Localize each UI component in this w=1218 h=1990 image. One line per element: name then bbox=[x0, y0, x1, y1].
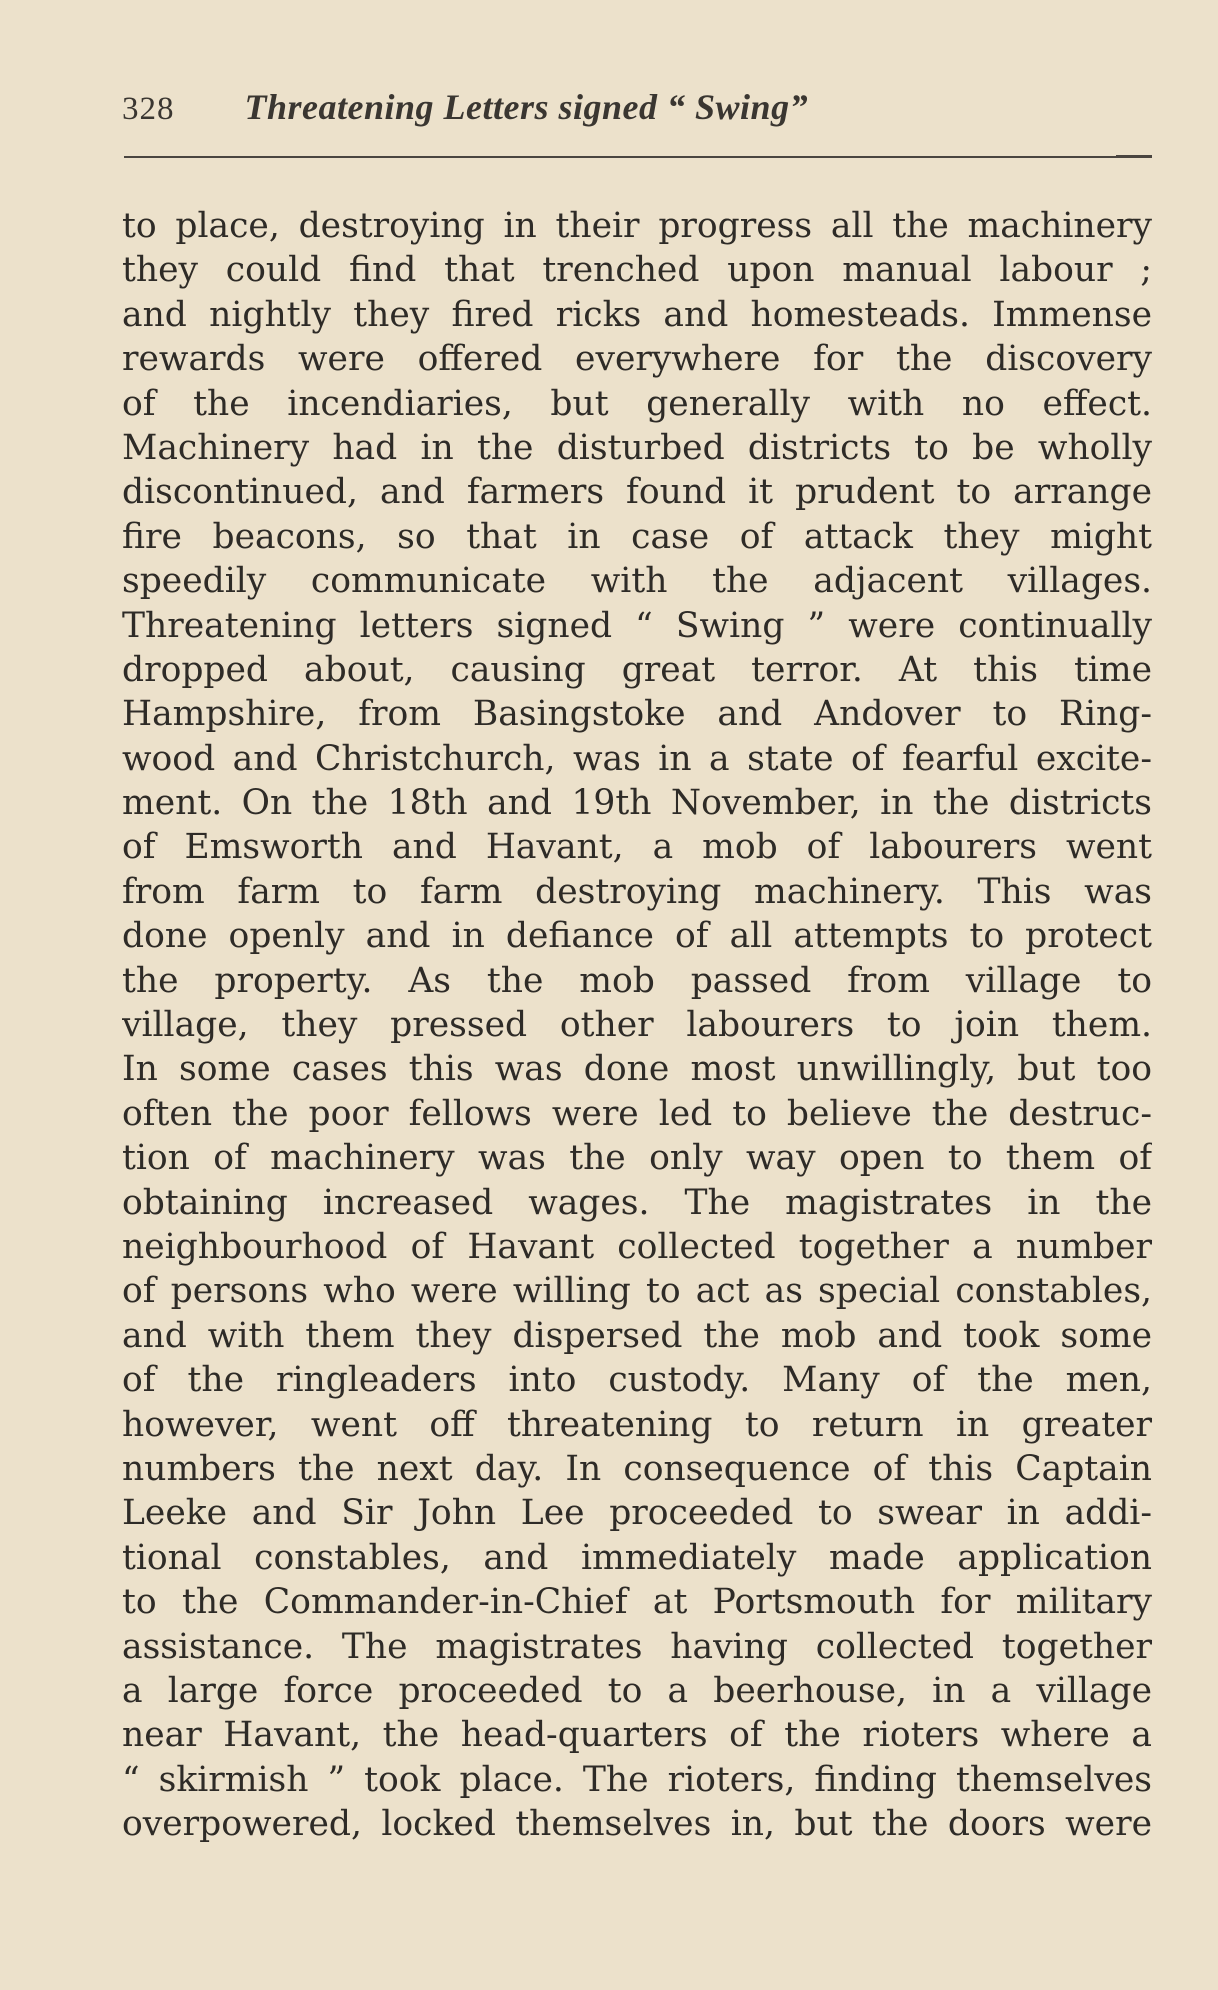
text-line: Hampshire, from Basingstoke and Andover to Ring- bbox=[122, 694, 1152, 735]
text-line: tion of machinery was the only way open to them of bbox=[122, 1138, 1152, 1179]
text-line: a large force proceeded to a beerhouse, in a village bbox=[122, 1670, 1152, 1711]
text-line: neighbourhood of Havant collected together a number bbox=[122, 1226, 1152, 1267]
running-head bbox=[122, 86, 1152, 142]
text-line: and nightly they fired ricks and homesteads. Immense bbox=[122, 294, 1152, 335]
body-text bbox=[122, 204, 1152, 1846]
text-line: from farm to farm destroying machinery. This was bbox=[122, 871, 1152, 912]
text-line: often the poor fellows were led to believe the destruc- bbox=[122, 1093, 1152, 1134]
text-line: “ skirmish ” took place. The rioters, finding themselves bbox=[122, 1759, 1152, 1800]
text-line: however, went off threatening to return in greater bbox=[122, 1404, 1152, 1445]
header-rule bbox=[124, 156, 1152, 158]
text-line: speedily communicate with the adjacent villages. bbox=[122, 561, 1152, 602]
text-line: to the Commander-in-Chief at Portsmouth for military bbox=[122, 1582, 1152, 1623]
text-line: to place, destroying in their progress all the machinery bbox=[122, 206, 1152, 246]
text-line: numbers the next day. In consequence of this Captain bbox=[122, 1448, 1152, 1489]
text-line: of Emsworth and Havant, a mob of labourers went bbox=[122, 827, 1152, 868]
text-line: Machinery had in the disturbed districts to be wholly bbox=[122, 427, 1152, 468]
text-line: near Havant, the head-quarters of the rioters where a bbox=[122, 1715, 1152, 1756]
text-line: done openly and in defiance of all attempts to protect bbox=[122, 916, 1152, 957]
text-line: obtaining increased wages. The magistrates in the bbox=[122, 1182, 1152, 1223]
text-line: Threatening letters signed “ Swing ” were continually bbox=[122, 605, 1152, 646]
text-line: wood and Christchurch, was in a state of fearful excite- bbox=[122, 738, 1152, 779]
text-line: discontinued, and farmers found it prudent to arrange bbox=[122, 472, 1152, 513]
text-line: and with them they dispersed the mob and took some bbox=[122, 1315, 1152, 1356]
text-line: village, they pressed other labourers to join them. bbox=[122, 1005, 1152, 1046]
text-line: tional constables, and immediately made application bbox=[122, 1537, 1152, 1578]
text-line: fire beacons, so that in case of attack they might bbox=[122, 516, 1152, 557]
text-line: assistance. The magistrates having collected together bbox=[122, 1626, 1152, 1667]
page-number: 328 bbox=[122, 91, 175, 127]
text-line: of the incendiaries, but generally with no effect. bbox=[122, 383, 1152, 424]
text-line: In some cases this was done most unwillingly, but too bbox=[122, 1049, 1152, 1090]
text-line: of persons who were willing to act as special constables, bbox=[122, 1271, 1152, 1312]
text-line: dropped about, causing great terror. At this time bbox=[122, 649, 1152, 690]
running-title: Threatening Letters signed “ Swing” bbox=[244, 87, 809, 127]
text-line: Leeke and Sir John Lee proceeded to swear in addi- bbox=[122, 1493, 1152, 1534]
text-line: the property. As the mob passed from village to bbox=[122, 960, 1152, 1001]
text-line: ment. On the 18th and 19th November, in the districts bbox=[122, 783, 1152, 824]
text-line: overpowered, locked themselves in, but the doors were bbox=[122, 1804, 1152, 1845]
text-line: they could find that trenched upon manual labour ; bbox=[122, 250, 1152, 291]
text-line: of the ringleaders into custody. Many of the men, bbox=[122, 1360, 1152, 1401]
text-line: rewards were offered everywhere for the discovery bbox=[122, 339, 1152, 380]
